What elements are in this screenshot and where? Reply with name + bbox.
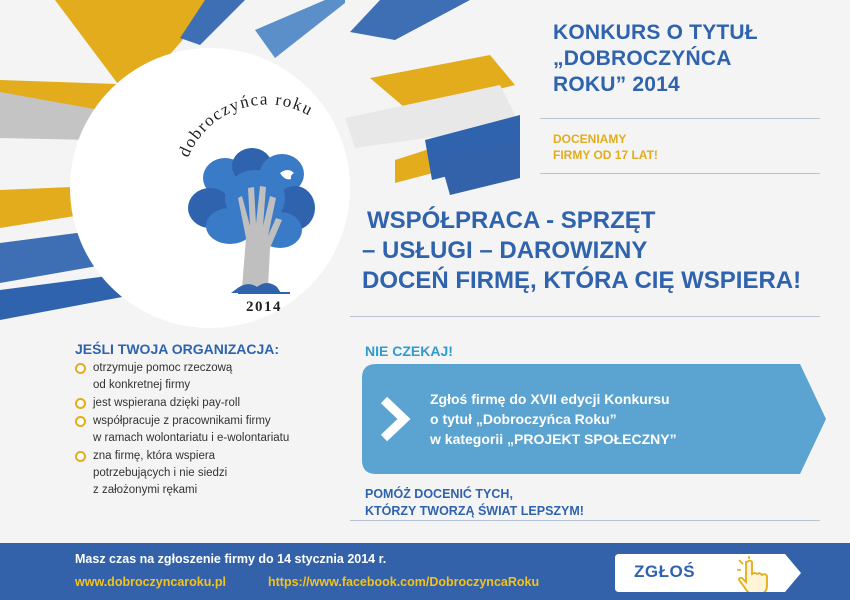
cta-line2: o tytuł „Dobroczyńca Roku”: [430, 411, 617, 427]
divider: [350, 316, 820, 317]
divider: [350, 520, 820, 521]
circle-bullet-icon: [75, 363, 86, 374]
organization-list: [73, 360, 343, 500]
item-text: potrzebujących i nie siedzi: [93, 467, 228, 479]
ground-line: [238, 292, 290, 294]
item-text: zna firmę, która wspiera: [93, 450, 216, 462]
circle-bullet-icon: [75, 398, 86, 409]
slogan-line2: – USŁUGI – DAROWIZNY: [362, 237, 648, 264]
slogan-line3: DOCEŃ FIRMĘ, KTÓRA CIĘ WSPIERA!: [362, 267, 802, 294]
item-text: w ramach wolontariatu i e-wolontariatu: [93, 432, 290, 444]
divider: [540, 118, 820, 119]
website-link[interactable]: www.dobroczyncaroku.pl: [75, 575, 226, 589]
list-item: [73, 413, 343, 447]
submit-button-label[interactable]: ZGŁOŚ: [634, 562, 696, 581]
organization-title: JEŚLI TWOJA ORGANIZACJA:: [75, 341, 280, 357]
list-item: [73, 395, 343, 412]
help-text: [365, 486, 584, 520]
divider: [540, 173, 820, 174]
deadline-text: Masz czas na zgłoszenie firmy do 14 stycznia 2014 r.: [75, 552, 387, 566]
headline-line3: ROKU” 2014: [553, 73, 680, 96]
subheadline: [553, 131, 658, 163]
help-line2: KTÓRZY TWORZĄ ŚWIAT LEPSZYM!: [365, 504, 584, 518]
cta-line3: w kategorii „PROJEKT SPOŁECZNY”: [430, 431, 677, 447]
item-text: z założonymi rękami: [93, 484, 198, 496]
logo-year: 2014: [246, 299, 282, 315]
list-item: [73, 360, 343, 394]
cta-line1: Zgłoś firmę do XVII edycji Konkursu: [430, 391, 670, 407]
wait-label: NIE CZEKAJ!: [365, 343, 453, 359]
circle-bullet-icon: [75, 416, 86, 427]
item-text: otrzymuje pomoc rzeczową: [93, 362, 233, 374]
logo-arc-text: dobroczyńca roku: [174, 89, 317, 160]
item-text: od konkretnej firmy: [93, 379, 191, 391]
subhead-line1: DOCENIAMY: [553, 132, 627, 146]
facebook-link[interactable]: https://www.facebook.com/DobroczyncaRoku: [268, 575, 540, 589]
headline-line1: KONKURS O TYTUŁ: [553, 21, 758, 44]
contest-headline: [553, 20, 813, 98]
list-item: [73, 448, 343, 499]
tree-logo: [70, 48, 350, 328]
slogan: [362, 206, 801, 296]
item-text: jest wspierana dzięki pay-roll: [93, 397, 241, 409]
circle-bullet-icon: [75, 451, 86, 462]
cta-text: [430, 389, 677, 449]
headline-line2: „DOBROCZYŃCA: [553, 47, 732, 70]
ray-blue-top2: [350, 0, 470, 40]
help-line1: POMÓŻ DOCENIĆ TYCH,: [365, 487, 513, 501]
subhead-line2: FIRMY OD 17 LAT!: [553, 148, 658, 162]
item-text: współpracuje z pracownikami firmy: [93, 415, 271, 427]
slogan-line1: WSPÓŁPRACA - SPRZĘT: [367, 207, 656, 234]
